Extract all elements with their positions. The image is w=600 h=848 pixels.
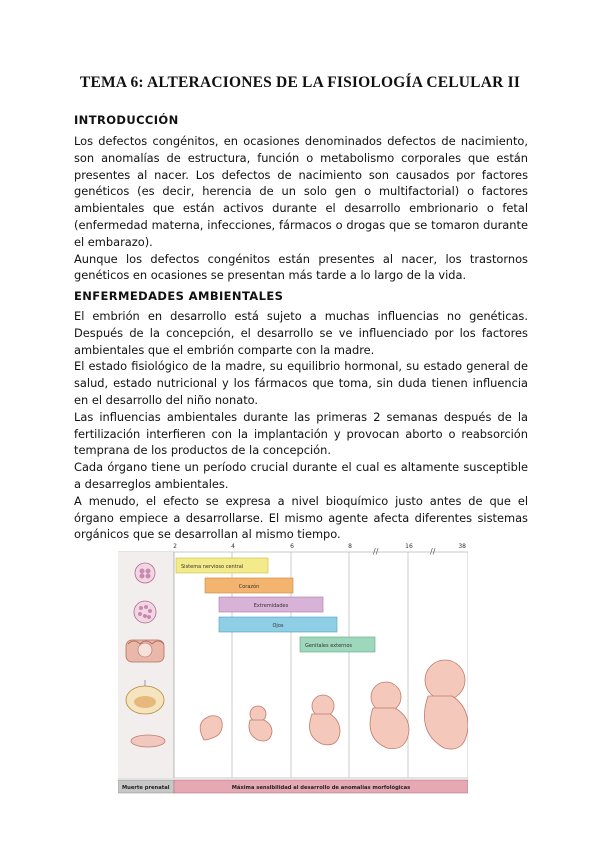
paragraph: Aunque los defectos congénitos están presentes al nacer, los trastornos genéticos en ocasiones se presentan más tarde a lo largo de la vida. [74, 251, 528, 283]
tick-label: 2 [173, 543, 177, 550]
fetus-week-38-icon [424, 660, 468, 749]
bar-label: Corazón [238, 584, 260, 590]
ambient-text [74, 308, 528, 543]
paragraph: A menudo, el efecto se expresa a nivel bioquímico justo antes de que el órgano empiece a desarrollarse. El mismo agente afecta diferentes sistemas orgánicos que se desarrollan al mismo tiempo. [74, 493, 528, 542]
document-title: TEMA 6: ALTERACIONES DE LA FISIOLOGÍA CELULAR II [79, 74, 521, 91]
prenatal-death-label: Muerte prenatal [122, 785, 170, 791]
paragraph: El estado fisiológico de la madre, su equilibrio hormonal, su estado general de salud, estado nutricional y los fármacos que toma, sin duda tienen influencia en el desarrollo del niño nonato. [74, 359, 528, 407]
zygote-icon [135, 563, 155, 583]
development-figure [118, 540, 468, 795]
paragraph: Cada órgano tiene un período crucial durante el cual es altamente susceptible a desarreglos ambientales. [74, 460, 528, 491]
tick-label: 6 [290, 543, 294, 550]
tick-label: 4 [231, 543, 235, 550]
early-embryo-icon [131, 735, 165, 747]
bar-label: Sistema nervioso central [181, 564, 244, 570]
bar-label: Genitales externos [305, 643, 352, 649]
bar-label: Ojos [272, 623, 284, 629]
ambient-heading: ENFERMEDADES AMBIENTALES [74, 289, 284, 303]
intro-text [74, 133, 528, 284]
max-sensitivity-label: Máxima sensibilidad al desarrollo de anomalías morfológicas [231, 785, 411, 791]
axis-break-icon: // [430, 547, 436, 556]
paragraph: Las influencias ambientales durante las primeras 2 semanas después de la fertilización interfieren con la implantación y provocan aborto o reabsorción temprana de los productos de la concepción. [74, 409, 528, 458]
intro-heading: INTRODUCCIÓN [74, 113, 179, 127]
bar-label: Extremidades [253, 603, 289, 609]
paragraph: El embrión en desarrollo está sujeto a muchas influencias no genéticas. Después de la concepción, el desarrollo se ve influenciado por los factores ambientales que el embrión comparte con la madre. [74, 309, 528, 357]
morula-icon [134, 601, 156, 623]
paragraph: Los defectos congénitos, en ocasiones denominados defectos de nacimiento, son anomalías de estructura, función o metabolismo corporales que están presentes al nacer. Los defectos de nacimiento son causados por factores genéticos (es decir, herencia de un solo gen o multifactorial) o factores ambientales que están activos durante el desarrollo embrionario o fetal (enfermedad materna, infecciones, fármacos o drogas que se tomaron durante el embarazo). [74, 134, 528, 249]
tick-label: 38 [458, 543, 466, 550]
axis-break-icon: // [373, 547, 379, 556]
tick-label: 8 [348, 543, 352, 550]
implantation-icon [126, 640, 164, 662]
tick-label: 16 [405, 543, 413, 550]
